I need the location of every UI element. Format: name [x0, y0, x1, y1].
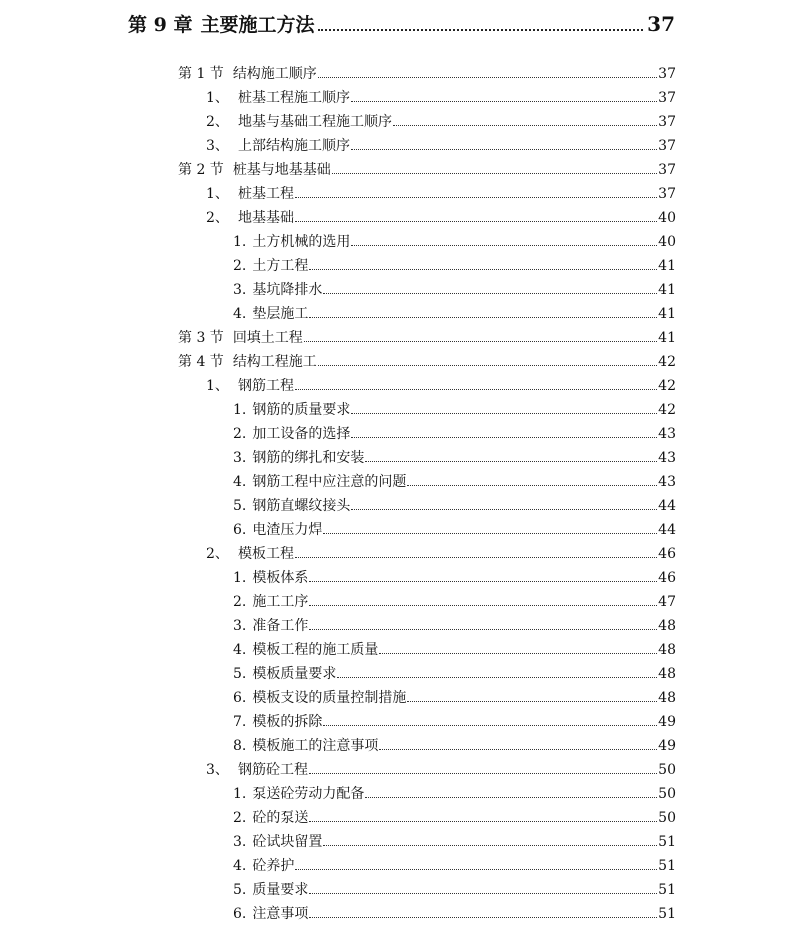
toc-entry[interactable]: [206, 110, 676, 134]
entry-title: 结构施工顺序: [232, 66, 317, 82]
dot-leader: [309, 605, 657, 606]
dot-leader: [295, 869, 657, 870]
entry-page-number: 37: [658, 138, 676, 154]
entry-page-number: 37: [658, 186, 676, 202]
entry-page-number: 48: [658, 618, 676, 634]
toc-entry[interactable]: [233, 254, 676, 278]
toc-entry[interactable]: [206, 182, 676, 206]
entry-title: 钢筋工程中应注意的问题: [252, 474, 407, 490]
entry-title: 桩基工程: [238, 186, 294, 202]
entry-page-number: 44: [658, 522, 676, 538]
entry-number: 第 2 节: [178, 162, 224, 178]
dot-leader: [351, 413, 657, 414]
toc-entry[interactable]: [233, 710, 676, 734]
entry-number: 2.: [233, 810, 247, 826]
dot-leader: [304, 341, 657, 342]
toc-entry[interactable]: [206, 86, 676, 110]
dot-leader: [407, 701, 657, 702]
entry-page-number: 41: [658, 282, 676, 298]
toc-entry[interactable]: [233, 830, 676, 854]
entry-title: 钢筋工程: [238, 378, 294, 394]
entry-page-number: 43: [658, 450, 676, 466]
entry-page-number: 50: [658, 786, 676, 802]
dot-leader: [337, 677, 657, 678]
entry-title: 土方工程: [252, 258, 309, 274]
dot-leader: [407, 485, 657, 486]
toc-entry[interactable]: [233, 806, 676, 830]
entry-page-number: 37: [658, 162, 676, 178]
entry-title: 桩基工程施工顺序: [238, 90, 350, 106]
entry-page-number: 37: [658, 114, 676, 130]
entry-title: 桩基与地基基础: [232, 162, 331, 178]
dot-leader: [323, 845, 657, 846]
entry-title: 基坑降排水: [252, 282, 323, 298]
dot-leader: [295, 389, 657, 390]
entry-number: 5.: [233, 882, 247, 898]
dot-leader: [309, 317, 657, 318]
entry-page-number: 47: [658, 594, 676, 610]
entry-number: 7.: [233, 714, 247, 730]
toc-entry[interactable]: [233, 638, 676, 662]
entry-title: 砼的泵送: [252, 810, 309, 826]
entry-number: 1、: [206, 186, 229, 202]
dot-leader: [295, 197, 657, 198]
entry-number: 第 4 节: [178, 354, 224, 370]
dot-leader: [309, 581, 657, 582]
entry-title: 钢筋直螺纹接头: [252, 498, 351, 514]
entry-number: 3.: [233, 834, 247, 850]
toc-entry[interactable]: [206, 542, 676, 566]
entry-page-number: 48: [658, 690, 676, 706]
toc-entry[interactable]: [233, 662, 676, 686]
entry-page-number: 37: [658, 90, 676, 106]
entry-number: 1.: [233, 402, 247, 418]
entry-title: 电渣压力焊: [252, 522, 323, 538]
toc-entry[interactable]: [233, 854, 676, 878]
entry-number: 6.: [233, 690, 247, 706]
entry-title: 砼养护: [252, 858, 295, 874]
entry-page-number: 49: [658, 714, 676, 730]
toc-entry[interactable]: [178, 350, 676, 374]
entry-page-number: 50: [658, 762, 676, 778]
dot-leader: [309, 629, 657, 630]
toc-entry[interactable]: [233, 902, 676, 926]
entry-number: 第 1 节: [178, 66, 224, 82]
chapter-page-number: 37: [647, 12, 675, 36]
toc-entry[interactable]: [233, 470, 676, 494]
entry-title: 土方机械的选用: [252, 234, 351, 250]
entry-page-number: 50: [658, 810, 676, 826]
dot-leader: [309, 821, 657, 822]
entry-page-number: 49: [658, 738, 676, 754]
entry-page-number: 42: [658, 354, 676, 370]
chapter-number: 第 9 章: [128, 14, 193, 36]
entry-page-number: 51: [658, 882, 676, 898]
entry-page-number: 43: [658, 426, 676, 442]
entry-title: 模板体系: [252, 570, 309, 586]
entry-number: 3、: [206, 138, 229, 154]
toc-entry[interactable]: [233, 734, 676, 758]
entry-number: 3.: [233, 618, 247, 634]
toc-entry[interactable]: [233, 230, 676, 254]
entry-number: 4.: [233, 858, 247, 874]
entry-page-number: 42: [658, 378, 676, 394]
entry-title: 地基与基础工程施工顺序: [238, 114, 392, 130]
dot-leader: [323, 533, 657, 534]
toc-entry[interactable]: [178, 62, 676, 86]
dot-leader: [365, 797, 657, 798]
dot-leader: [351, 509, 657, 510]
entry-number: 8.: [233, 738, 247, 754]
entry-title: 模板支设的质量控制措施: [252, 690, 407, 706]
toc-entry[interactable]: [206, 206, 676, 230]
entry-number: 4.: [233, 474, 247, 490]
dot-leader: [295, 557, 657, 558]
entry-title: 砼试块留置: [252, 834, 323, 850]
dot-leader: [318, 29, 643, 31]
entry-number: 2.: [233, 258, 247, 274]
entry-title: 加工设备的选择: [252, 426, 351, 442]
dot-leader: [332, 173, 657, 174]
entry-page-number: 46: [658, 546, 676, 562]
entry-title: 模板工程的施工质量: [252, 642, 379, 658]
toc-entry[interactable]: [206, 374, 676, 398]
entry-number: 2.: [233, 594, 247, 610]
toc-entry[interactable]: [233, 302, 676, 326]
dot-leader: [309, 773, 657, 774]
dot-leader: [323, 293, 657, 294]
dot-leader: [323, 725, 657, 726]
toc-entry[interactable]: [178, 158, 676, 182]
entry-page-number: 51: [658, 858, 676, 874]
entry-title: 模板质量要求: [252, 666, 337, 682]
entry-title: 垫层施工: [252, 306, 309, 322]
dot-leader: [351, 101, 657, 102]
chapter-heading: [128, 10, 675, 44]
entry-title: 回填土工程: [232, 330, 303, 346]
toc-entry[interactable]: [233, 446, 676, 470]
dot-leader: [295, 221, 657, 222]
toc-entry[interactable]: [233, 878, 676, 902]
entry-number: 1.: [233, 234, 247, 250]
toc-entry[interactable]: [233, 782, 676, 806]
entry-page-number: 48: [658, 642, 676, 658]
dot-leader: [309, 269, 657, 270]
entry-number: 2、: [206, 546, 229, 562]
entry-number: 1、: [206, 90, 229, 106]
dot-leader: [379, 749, 657, 750]
entry-page-number: 40: [658, 234, 676, 250]
entry-title: 钢筋的绑扎和安装: [252, 450, 365, 466]
dot-leader: [318, 365, 657, 366]
dot-leader: [379, 653, 657, 654]
entry-page-number: 43: [658, 474, 676, 490]
toc-entry[interactable]: [233, 278, 676, 302]
toc-entry[interactable]: [233, 686, 676, 710]
toc-entry[interactable]: [233, 422, 676, 446]
dot-leader: [351, 437, 657, 438]
dot-leader: [393, 125, 657, 126]
entry-number: 3.: [233, 282, 247, 298]
entry-number: 3.: [233, 450, 247, 466]
entry-number: 3、: [206, 762, 229, 778]
dot-leader: [309, 917, 657, 918]
chapter-title: 主要施工方法: [200, 14, 315, 36]
toc-entry[interactable]: [233, 614, 676, 638]
entry-number: 5.: [233, 666, 247, 682]
entry-number: 1、: [206, 378, 229, 394]
entry-page-number: 44: [658, 498, 676, 514]
entry-page-number: 37: [658, 66, 676, 82]
toc-entry[interactable]: [178, 326, 676, 350]
entry-number: 5.: [233, 498, 247, 514]
entry-title: 质量要求: [252, 882, 309, 898]
entry-number: 2.: [233, 426, 247, 442]
entry-title: 注意事项: [252, 906, 309, 922]
entry-title: 模板施工的注意事项: [252, 738, 379, 754]
entry-page-number: 51: [658, 906, 676, 922]
entry-title: 模板工程: [238, 546, 294, 562]
entry-title: 钢筋砼工程: [238, 762, 308, 778]
entry-number: 2、: [206, 210, 229, 226]
entry-title: 准备工作: [252, 618, 309, 634]
entry-page-number: 46: [658, 570, 676, 586]
toc-entry[interactable]: [206, 134, 676, 158]
toc-entry[interactable]: [206, 758, 676, 782]
entry-number: 第 3 节: [178, 330, 224, 346]
entry-page-number: 42: [658, 402, 676, 418]
entry-page-number: 41: [658, 306, 676, 322]
entry-page-number: 48: [658, 666, 676, 682]
dot-leader: [351, 245, 657, 246]
entry-number: 1.: [233, 570, 247, 586]
dot-leader: [309, 893, 657, 894]
dot-leader: [318, 77, 657, 78]
entry-number: 6.: [233, 522, 247, 538]
entry-number: 6.: [233, 906, 247, 922]
entry-title: 泵送砼劳动力配备: [252, 786, 365, 802]
entry-title: 模板的拆除: [252, 714, 323, 730]
entry-page-number: 51: [658, 834, 676, 850]
dot-leader: [365, 461, 657, 462]
entry-number: 1.: [233, 786, 247, 802]
entry-title: 上部结构施工顺序: [238, 138, 350, 154]
dot-leader: [351, 149, 657, 150]
toc-entry[interactable]: [233, 494, 676, 518]
entry-page-number: 40: [658, 210, 676, 226]
entry-page-number: 41: [658, 258, 676, 274]
toc-entry[interactable]: [233, 398, 676, 422]
entry-title: 钢筋的质量要求: [252, 402, 351, 418]
entry-number: 4.: [233, 306, 247, 322]
toc-entry[interactable]: [233, 590, 676, 614]
toc-entry[interactable]: [233, 518, 676, 542]
entry-number: 2、: [206, 114, 229, 130]
entry-title: 结构工程施工: [232, 354, 317, 370]
entry-title: 施工工序: [252, 594, 309, 610]
entry-page-number: 41: [658, 330, 676, 346]
toc-entry[interactable]: [233, 566, 676, 590]
entry-number: 4.: [233, 642, 247, 658]
entry-title: 地基基础: [238, 210, 294, 226]
